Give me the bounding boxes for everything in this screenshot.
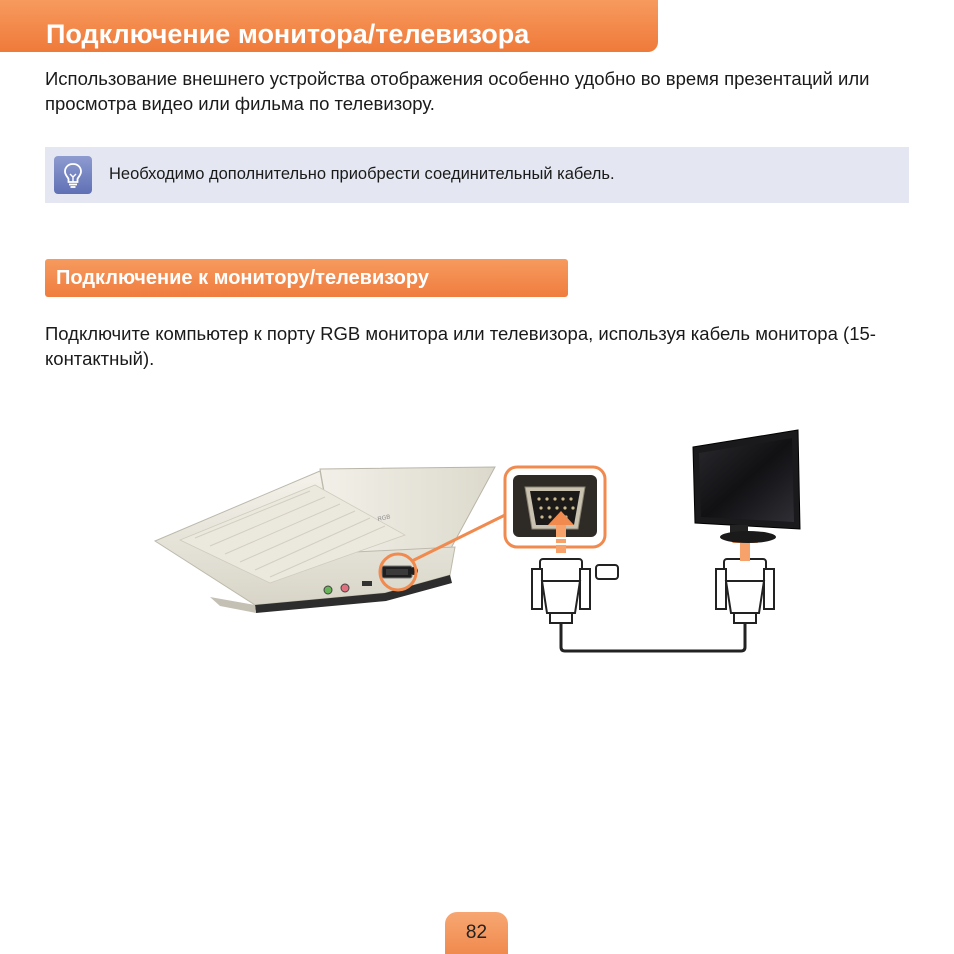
section-title: Подключение к монитору/телевизору (56, 267, 429, 289)
connection-diagram (150, 425, 810, 665)
page-number-tab (445, 912, 508, 954)
page-number: 82 (465, 922, 488, 943)
lightbulb-icon (54, 156, 92, 194)
section-banner (45, 259, 568, 297)
tip-box (45, 147, 909, 203)
intro-paragraph: Использование внешнего устройства отображения особенно удобно во время презентаций или просмотра видео или фильма по телевизору. (45, 68, 870, 114)
page-title: Подключение монитора/телевизора (46, 19, 530, 49)
section-paragraph: Подключите компьютер к порту RGB монитора или телевизора, используя кабель монитора (15-контактный). (45, 323, 876, 369)
vga-plug-left (532, 559, 590, 623)
external-monitor-image (693, 430, 800, 543)
vga-plug-right (716, 559, 774, 623)
title-banner (0, 0, 658, 52)
tip-text: Необходимо дополнительно приобрести соединительный кабель. (109, 165, 615, 183)
vga-port-zoom (505, 467, 605, 547)
laptop-image (155, 467, 495, 613)
vga-cable (561, 623, 745, 651)
laptop-logo: RGB (377, 514, 392, 523)
monitor-symbol-icon (596, 565, 618, 579)
connection-illustration (150, 425, 810, 665)
